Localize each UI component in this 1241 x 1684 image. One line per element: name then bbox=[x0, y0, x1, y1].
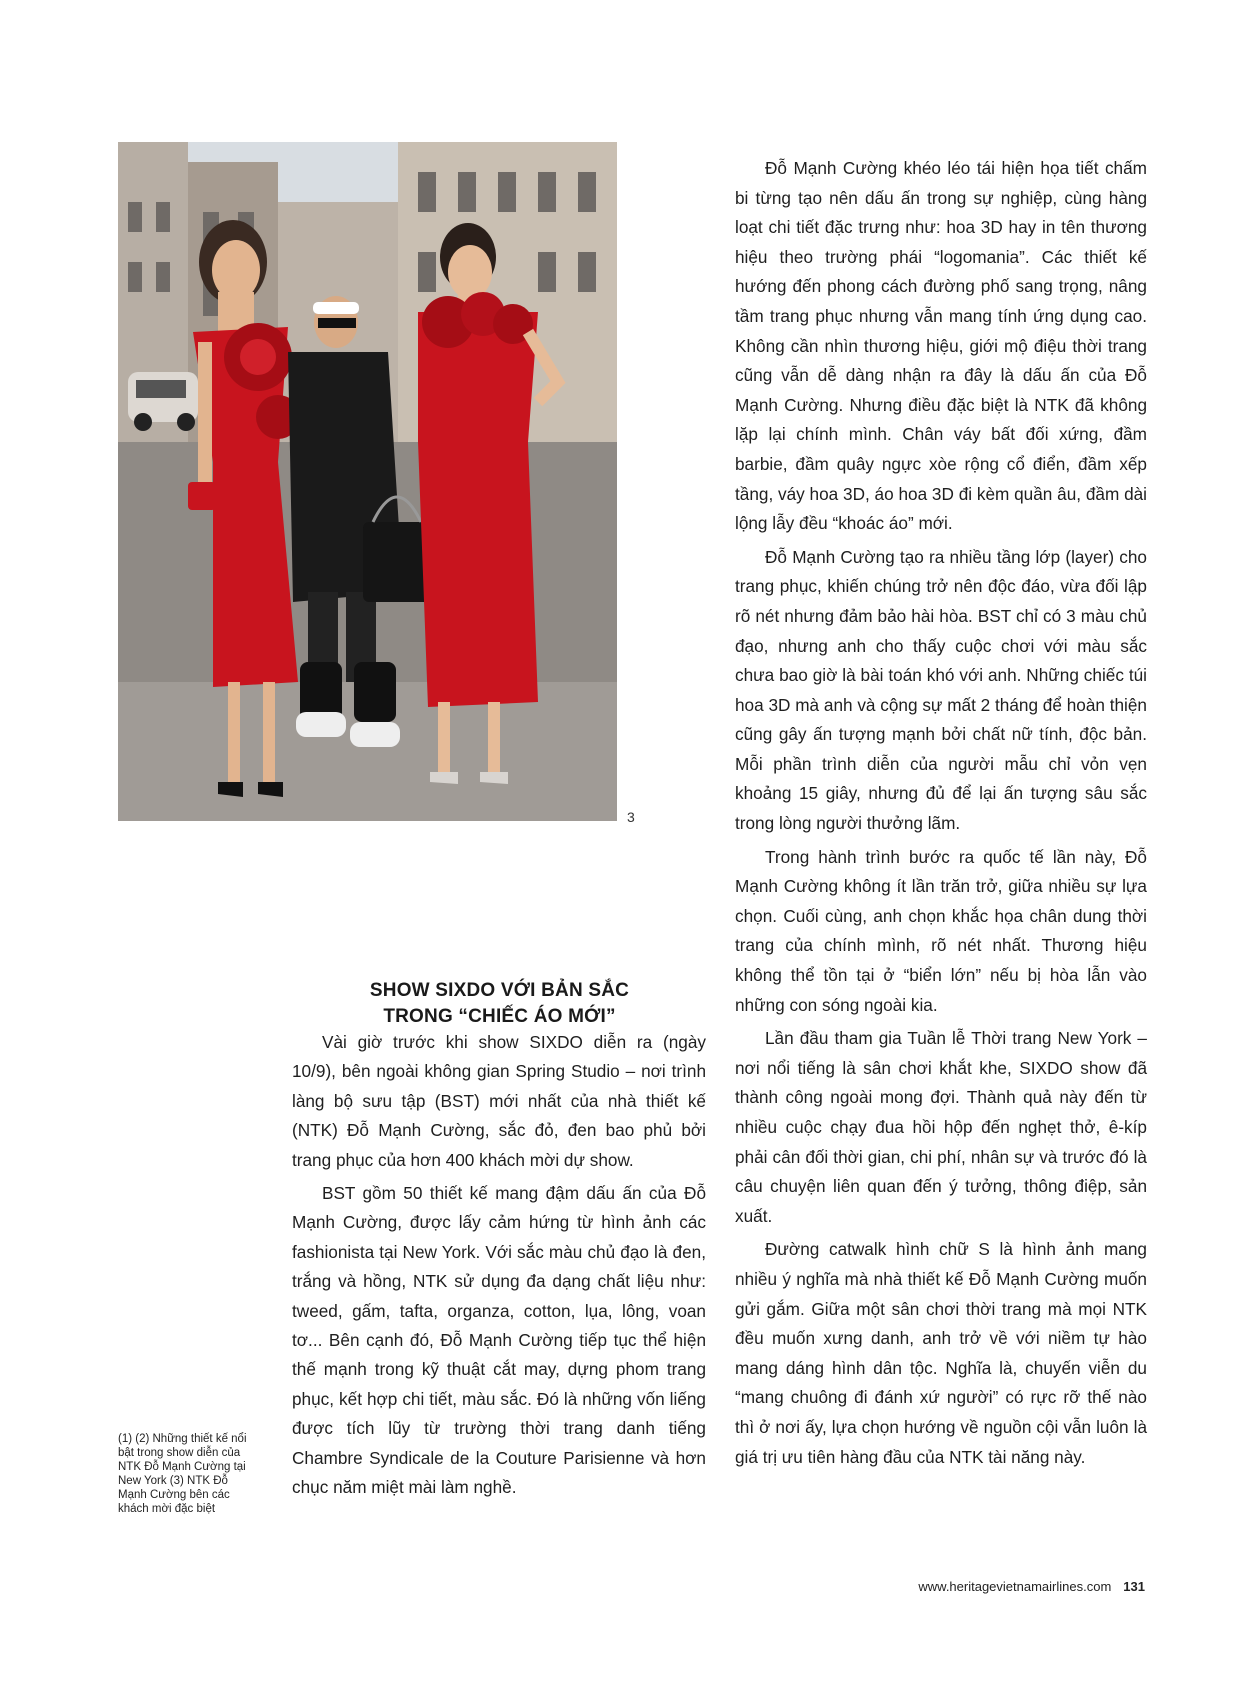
paragraph: Đỗ Mạnh Cường khéo léo tái hiện họa tiết chấm bi từng tạo nên dấu ấn trong sự nghiệp, cùng hàng loạt chi tiết đặc trưng như: hoa 3D hay in tên thương hiệu theo trường phái “logomania”. Các thiết kế hướng đến phong cách đường phố sang trọng, nâng tầm trang phục nhưng vẫn mang tính ứng dụng cao. Không cần nhìn thương hiệu, giới mộ điệu thời trang cũng vẫn dễ dàng nhận ra đây là dấu ấn của Đỗ Mạnh Cường. Nhưng điều đặc biệt là NTK đã không lặp lại chính mình. Chân váy bất đối xứng, đầm barbie, đầm quây ngực xòe rộng cổ điển, đầm xếp tầng, váy hoa 3D, áo hoa 3D đi kèm quần âu, đầm dài lộng lẫy đều “khoác áo” mới. bbox=[735, 158, 1147, 534]
paragraph: Đường catwalk hình chữ S là hình ảnh mang nhiều ý nghĩa mà nhà thiết kế Đỗ Mạnh Cường muốn gửi gắm. Giữa một sân chơi thời trang mà mọi NTK đều muốn xưng danh, anh trở về với niềm tự hào mang dáng hình dân tộc. Nghĩa là, chuyến viễn du “mang chuông đi đánh xứ người” có rực rỡ thế nào thì ở nơi ấy, lựa chọn hướng về nguồn cội vẫn luôn là giá trị ưu tiên hàng đầu của NTK tài năng này. bbox=[735, 1239, 1147, 1467]
paragraph: Vài giờ trước khi show SIXDO diễn ra (ngày 10/9), bên ngoài không gian Spring Studio – nơi trình làng bộ sưu tập (BST) mới nhất của nhà thiết kế (NTK) Đỗ Mạnh Cường, sắc đỏ, đen bao phủ bởi trang phục của hơn 400 khách mời dự show. bbox=[292, 1032, 706, 1170]
section-heading-line1: SHOW SIXDO VỚI BẢN SẮC bbox=[369, 980, 630, 1001]
paragraph: Lần đầu tham gia Tuần lễ Thời trang New York – nơi nổi tiếng là sân chơi khắt khe, SIXDO show đã thành công ngoài mong đợi. Thành quả này đến từ nhiều cuộc chạy đua hồi hộp đến nghẹt thở, ê-kíp phải cân đối thời gian, chi phí, nhân sự và trước đó là câu chuyện liên quan đến ý tưởng, thông điệp, sản xuất. bbox=[735, 1028, 1147, 1226]
page-number: 131 bbox=[1123, 1579, 1145, 1594]
section-heading bbox=[292, 978, 707, 1030]
paragraph: BST gồm 50 thiết kế mang đậm dấu ấn của Đỗ Mạnh Cường, được lấy cảm hứng từ hình ảnh các fashionista tại New York. Với sắc màu chủ đạo là đen, trắng và hồng, NTK sử dụng đa dạng chất liệu như: tweed, gấm, tafta, organza, cotton, lụa, lông, voan tơ... Bên cạnh đó, Đỗ Mạnh Cường tiếp tục thể hiện thế mạnh trong kỹ thuật cắt may, dựng phom trang phục, kết hợp chi tiết, màu sắc. Đó là những vốn liếng được tích lũy từ trường thời trang danh tiếng Chambre Syndicale de la Couture Parisienne và hơn chục năm miệt mài làm nghề. bbox=[292, 1183, 706, 1498]
left-column bbox=[292, 1028, 706, 1507]
right-column bbox=[735, 154, 1147, 1476]
paragraph: Đỗ Mạnh Cường tạo ra nhiều tầng lớp (layer) cho trang phục, khiến chúng trở nên độc đáo, vừa đối lập rõ nét nhưng đảm bảo hài hòa. BST chỉ có 3 màu chủ đạo, nhưng anh cho thấy cuộc chơi với màu sắc chưa bao giờ là bài toán khó với anh. Những chiếc túi hoa 3D mà anh và cộng sự mất 2 tháng để hoàn thiện cũng gây ấn tượng mạnh bởi chất nữ tính, độc bản. Mỗi phần trình diễn của người mẫu chỉ vỏn vẹn khoảng 15 giây, nhưng đủ để lại ấn tượng sâu sắc trong lòng người thưởng lãm. bbox=[735, 546, 1147, 834]
feature-photo bbox=[118, 142, 617, 821]
footer-url[interactable]: www.heritagevietnamairlines.com bbox=[918, 1579, 1112, 1594]
paragraph: Trong hành trình bước ra quốc tế lần này, Đỗ Mạnh Cường không ít lần trăn trở, giữa nhiều sự lựa chọn. Cuối cùng, anh chọn khắc họa chân dung thời trang của chính mình, rõ nét nhất. Thương hiệu không thể tồn tại ở “biển lớn” nếu bị hòa lẫn vào những con sóng ngoài kia. bbox=[735, 846, 1147, 1015]
photo-number: 3 bbox=[627, 809, 635, 825]
section-heading-line2: TRONG “CHIẾC ÁO MỚI” bbox=[383, 1006, 616, 1027]
photo-caption: (1) (2) Những thiết kế nổi bật trong show diễn của NTK Đỗ Mạnh Cường tại New York (3) NTK Đỗ Mạnh Cường bên các khách mời đặc biệt bbox=[118, 1433, 247, 1515]
page-footer bbox=[918, 1579, 1145, 1594]
